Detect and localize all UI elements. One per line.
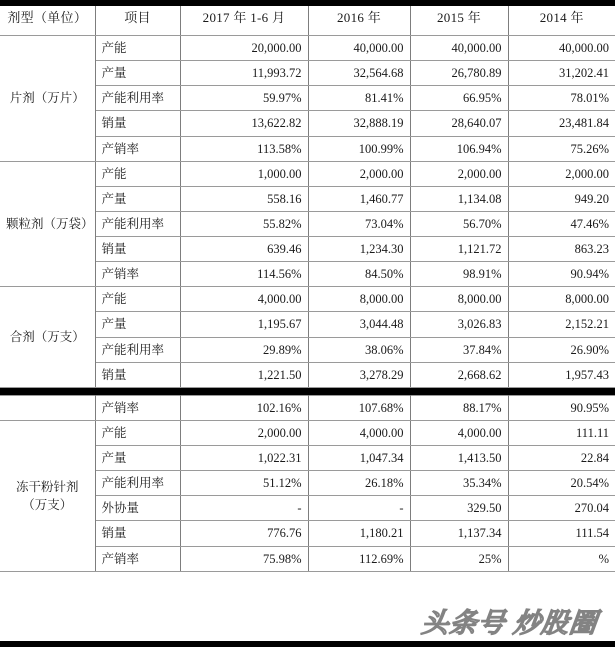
cell-2015: 35.34%	[410, 471, 508, 496]
cell-2014: 26.90%	[508, 337, 615, 362]
cell-2014: 90.94%	[508, 262, 615, 287]
cell-2016: 1,460.77	[308, 186, 410, 211]
cell-2014: 40,000.00	[508, 36, 615, 61]
page-break-band	[0, 387, 615, 395]
cell-2016: 73.04%	[308, 211, 410, 236]
cell-2014: 8,000.00	[508, 287, 615, 312]
cell-2016: 32,888.19	[308, 111, 410, 136]
cell-2015: 25%	[410, 546, 508, 571]
item-label: 产能	[95, 287, 180, 312]
dosage-form-label: 冻干粉针剂（万支）	[0, 420, 95, 571]
cell-2017h1: 51.12%	[180, 471, 308, 496]
cell-2016: 3,278.29	[308, 362, 410, 387]
cell-2017h1: 1,195.67	[180, 312, 308, 337]
cell-2016: 38.06%	[308, 337, 410, 362]
cell-2017h1: 114.56%	[180, 262, 308, 287]
cell-2014: 20.54%	[508, 471, 615, 496]
column-header-2017h1: 2017 年 1-6 月	[180, 1, 308, 36]
cell-2015: 4,000.00	[410, 420, 508, 445]
column-header-2016: 2016 年	[308, 1, 410, 36]
cell-2017h1: 59.97%	[180, 86, 308, 111]
cell-2015: 106.94%	[410, 136, 508, 161]
cell-2017h1: 776.76	[180, 521, 308, 546]
item-label: 销量	[95, 111, 180, 136]
cell-2016: 8,000.00	[308, 287, 410, 312]
item-label: 外协量	[95, 496, 180, 521]
table-row	[0, 287, 615, 312]
cell-2014: 23,481.84	[508, 111, 615, 136]
cell-2017h1: 4,000.00	[180, 287, 308, 312]
dosage-form-label	[0, 395, 95, 420]
cell-2014: %	[508, 546, 615, 571]
cell-2017h1: 29.89%	[180, 337, 308, 362]
cell-2017h1: 113.58%	[180, 136, 308, 161]
item-label: 产销率	[95, 262, 180, 287]
cell-2014: 111.54	[508, 521, 615, 546]
table-row	[0, 161, 615, 186]
column-header-item: 项目	[95, 1, 180, 36]
cell-2016: 4,000.00	[308, 420, 410, 445]
top-rule	[0, 0, 615, 6]
column-header-2014: 2014 年	[508, 1, 615, 36]
cell-2015: 3,026.83	[410, 312, 508, 337]
bottom-rule	[0, 641, 615, 647]
item-label: 产能利用率	[95, 86, 180, 111]
cell-2014: 78.01%	[508, 86, 615, 111]
cell-2017h1: 75.98%	[180, 546, 308, 571]
column-header-dosage-form: 剂型（单位）	[0, 1, 95, 36]
cell-2017h1: 13,622.82	[180, 111, 308, 136]
cell-2016: 3,044.48	[308, 312, 410, 337]
table-row	[0, 420, 615, 445]
cell-2017h1: 11,993.72	[180, 61, 308, 86]
item-label: 产能利用率	[95, 471, 180, 496]
cell-2015: 2,668.62	[410, 362, 508, 387]
dosage-form-label: 合剂（万支）	[0, 287, 95, 388]
table-row	[0, 395, 615, 420]
cell-2017h1: 102.16%	[180, 395, 308, 420]
cell-2015: 1,413.50	[410, 446, 508, 471]
cell-2016: 1,047.34	[308, 446, 410, 471]
cell-2014: 90.95%	[508, 395, 615, 420]
cell-2017h1: 20,000.00	[180, 36, 308, 61]
item-label: 产量	[95, 61, 180, 86]
item-label: 产量	[95, 446, 180, 471]
cell-2015: 66.95%	[410, 86, 508, 111]
cell-2015: 88.17%	[410, 395, 508, 420]
dosage-form-label: 颗粒剂（万袋）	[0, 161, 95, 287]
cell-2017h1: 55.82%	[180, 211, 308, 236]
cell-2015: 26,780.89	[410, 61, 508, 86]
cell-2016: 107.68%	[308, 395, 410, 420]
cell-2015: 37.84%	[410, 337, 508, 362]
cell-2016: 1,234.30	[308, 237, 410, 262]
cell-2017h1: 2,000.00	[180, 420, 308, 445]
cell-2016: 32,564.68	[308, 61, 410, 86]
cell-2014: 2,152.21	[508, 312, 615, 337]
cell-2014: 270.04	[508, 496, 615, 521]
cell-2017h1: 639.46	[180, 237, 308, 262]
cell-2014: 75.26%	[508, 136, 615, 161]
item-label: 产量	[95, 186, 180, 211]
cell-2014: 47.46%	[508, 211, 615, 236]
cell-2017h1: 1,000.00	[180, 161, 308, 186]
cell-2015: 28,640.07	[410, 111, 508, 136]
cell-2015: 40,000.00	[410, 36, 508, 61]
item-label: 产销率	[95, 136, 180, 161]
item-label: 产能	[95, 161, 180, 186]
item-label: 产能利用率	[95, 211, 180, 236]
cell-2015: 329.50	[410, 496, 508, 521]
cell-2014: 22.84	[508, 446, 615, 471]
cell-2015: 8,000.00	[410, 287, 508, 312]
cell-2016: 1,180.21	[308, 521, 410, 546]
cell-2014: 2,000.00	[508, 161, 615, 186]
item-label: 产能	[95, 420, 180, 445]
cell-2016: 84.50%	[308, 262, 410, 287]
cell-2016: 2,000.00	[308, 161, 410, 186]
column-header-2015: 2015 年	[410, 1, 508, 36]
cell-2017h1: 558.16	[180, 186, 308, 211]
table-body	[0, 36, 615, 572]
item-label: 销量	[95, 237, 180, 262]
item-label: 产能	[95, 36, 180, 61]
cell-2016: -	[308, 496, 410, 521]
cell-2015: 56.70%	[410, 211, 508, 236]
cell-2016: 100.99%	[308, 136, 410, 161]
cell-2015: 2,000.00	[410, 161, 508, 186]
cell-2016: 26.18%	[308, 471, 410, 496]
cell-2015: 1,121.72	[410, 237, 508, 262]
table-row	[0, 36, 615, 61]
cell-2015: 1,134.08	[410, 186, 508, 211]
page-break-separator	[0, 387, 615, 395]
cell-2016: 81.41%	[308, 86, 410, 111]
dosage-form-label: 片剂（万片）	[0, 36, 95, 162]
cell-2015: 98.91%	[410, 262, 508, 287]
item-label: 产销率	[95, 395, 180, 420]
cell-2017h1: 1,022.31	[180, 446, 308, 471]
cell-2014: 863.23	[508, 237, 615, 262]
cell-2017h1: 1,221.50	[180, 362, 308, 387]
cell-2014: 111.11	[508, 420, 615, 445]
cell-2014: 31,202.41	[508, 61, 615, 86]
cell-2017h1: -	[180, 496, 308, 521]
cell-2016: 40,000.00	[308, 36, 410, 61]
watermark: 头条号 炒股圈	[419, 607, 600, 638]
item-label: 产能利用率	[95, 337, 180, 362]
cell-2015: 1,137.34	[410, 521, 508, 546]
item-label: 产量	[95, 312, 180, 337]
item-label: 销量	[95, 521, 180, 546]
item-label: 产销率	[95, 546, 180, 571]
cell-2016: 112.69%	[308, 546, 410, 571]
cell-2014: 949.20	[508, 186, 615, 211]
cell-2014: 1,957.43	[508, 362, 615, 387]
item-label: 销量	[95, 362, 180, 387]
